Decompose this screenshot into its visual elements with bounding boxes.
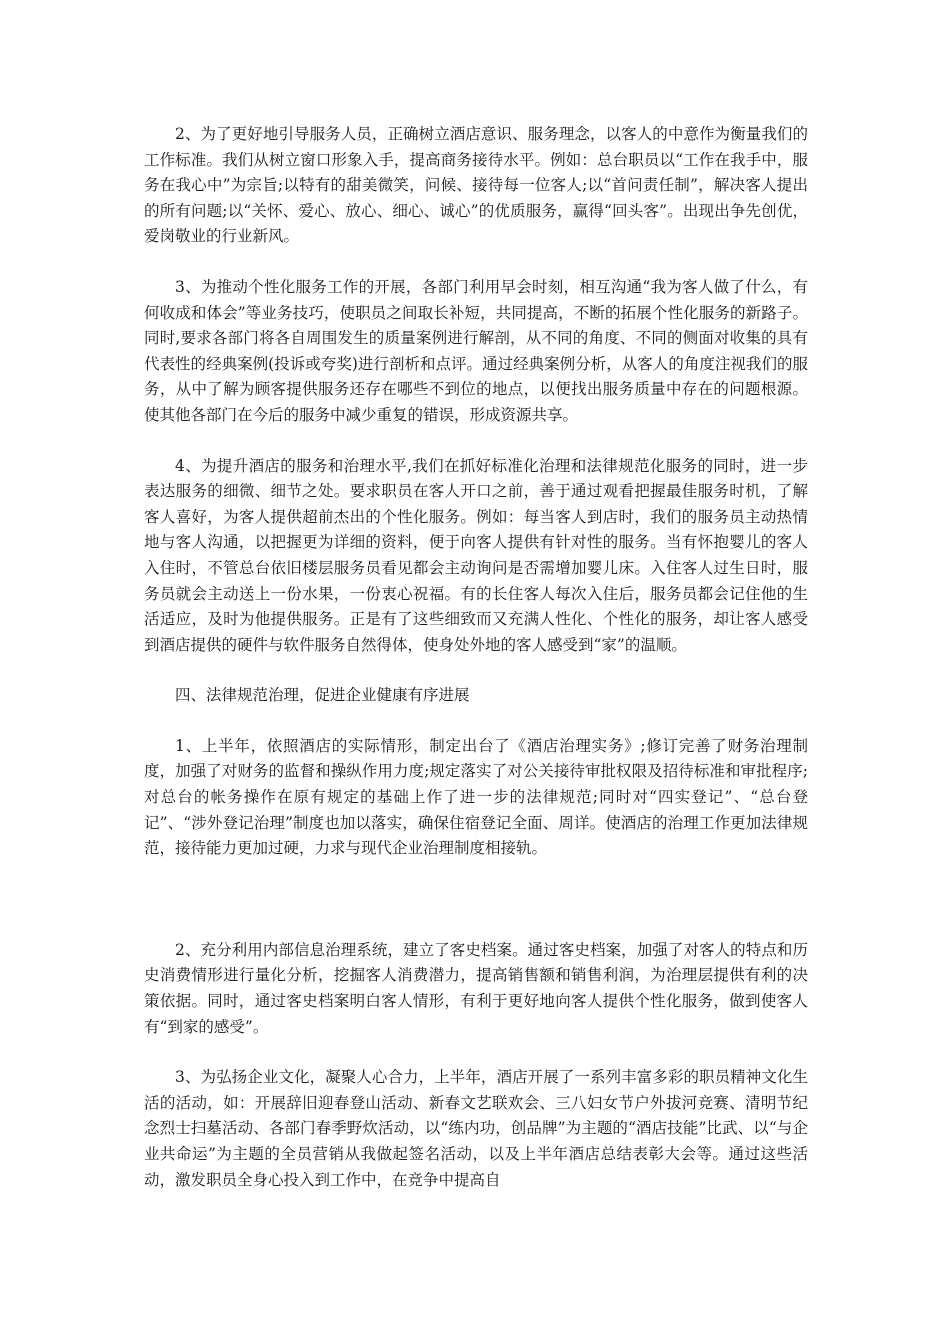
paragraph-spacer	[144, 1040, 808, 1065]
paragraph-service-management: 4、为提升酒店的服务和治理水平,我们在抓好标准化治理和法律规范化服务的同时，进一步表达服务的细微、细节之处。要求职员在客人开口之前，善于通过观看把握最佳服务时机，了解客人喜好，为客人提供超前杰出的个性化服务。例如：每当客人到店时，我们的服务员主动热情地与客人沟通，以把握更为详细的资料，便于向客人提供有针对性的服务。当有怀抱婴儿的客人入住时，不管总台依旧楼层服务员看见都会主动询问是否需增加婴儿床。入住客人过生日时，服务员就会主动送上一份水果，一份衷心祝福。有的长住客人每次入住后，服务员都会记住他的生活适应，及时为他提供服务。正是有了这些细致而又充满人性化、个性化的服务，却让客人感受到酒店提供的硬件与软件服务自然得体，使身处外地的客人感受到“家”的温顺。	[144, 456, 808, 654]
document-body	[144, 122, 808, 1193]
paragraph-spacer	[144, 709, 808, 734]
paragraph-corporate-culture: 3、为弘扬企业文化，凝聚人心合力，上半年，酒店开展了一系列丰富多彩的职员精神文化生活的活动，如：开展辞旧迎春登山活动、新春文艺联欢会、三八妇女节户外拔河竞赛、清明节纪念烈士扫墓活动、各部门春季野炊活动，以“练内功，创品牌”为主题的“酒店技能”比武、以“与企业共命运”为主题的全员营销从我做起签名活动，以及上半年酒店总结表彰大会等。通过这些活动，激发职员全身心投入到工作中，在竞争中提高自	[144, 1068, 808, 1189]
paragraph-spacer	[144, 250, 808, 275]
paragraph-service-standard: 2、为了更好地引导服务人员，正确树立酒店意识、服务理念，以客人的中意作为衡量我们的工作标准。我们从树立窗口形象入手，提高商务接待水平。例如：总台职员以“工作在我手中，服务在我心中”为宗旨;以特有的甜美微笑，问候、接待每一位客人;以“首问责任制”，解决客人提出的所有问题;以“关怀、爱心、放心、细心、诚心”的优质服务，赢得“回头客”。出现出争先创优，爱岗敬业的行业新风。	[144, 125, 808, 246]
paragraph-customer-archive: 2、充分利用内部信息治理系统，建立了客史档案。通过客史档案，加强了对客人的特点和历史消费情形进行量化分析，挖掘客人消费潜力，提高销售额和销售利润，为治理层提供有利的决策依据。同时，通过客史档案明白客人情形，有利于更好地向客人提供个性化服务，做到使客人有“到家的感受”。	[144, 940, 808, 1036]
paragraph-personalized-service: 3、为推动个性化服务工作的开展，各部门利用早会时刻，相互沟通“我为客人做了什么，有何收成和体会”等业务技巧，使职员之间取长补短，共同提高，不断的拓展个性化服务的新路子。同时,要求各部门将各自周围发生的质量案例进行解剖，从不同的角度、不同的侧面对收集的具有代表性的经典案例(投诉或夸奖)进行剖析和点评。通过经典案例分析，从客人的角度注视我们的服务，从中了解为顾客提供服务还存在哪些不到位的地点，以便找出服务质量中存在的问题根源。使其他各部门在今后的服务中减少重复的错误，形成资源共享。	[144, 277, 808, 424]
paragraph-spacer-large	[144, 862, 808, 938]
paragraph-spacer	[144, 658, 808, 683]
section-heading: 四、法律规范治理，促进企业健康有序进展	[175, 686, 470, 705]
paragraph-legal-regulation: 1、上半年，依照酒店的实际情形，制定出台了《酒店治理实务》;修订完善了财务治理制度，加强了对财务的监督和操纵作用力度;规定落实了对公关接待审批权限及招待标准和审批程序;对总台的帐务操作在原有规定的基础上作了进一步的法律规范;同时对“四实登记”、“总台登记”、“涉外登记治理”制度也加以落实，确保住宿登记全面、周详。使酒店的治理工作更加法律规范，接待能力更加过硬，力求与现代企业治理制度相接轨。	[144, 736, 808, 858]
paragraph-spacer	[144, 429, 808, 454]
